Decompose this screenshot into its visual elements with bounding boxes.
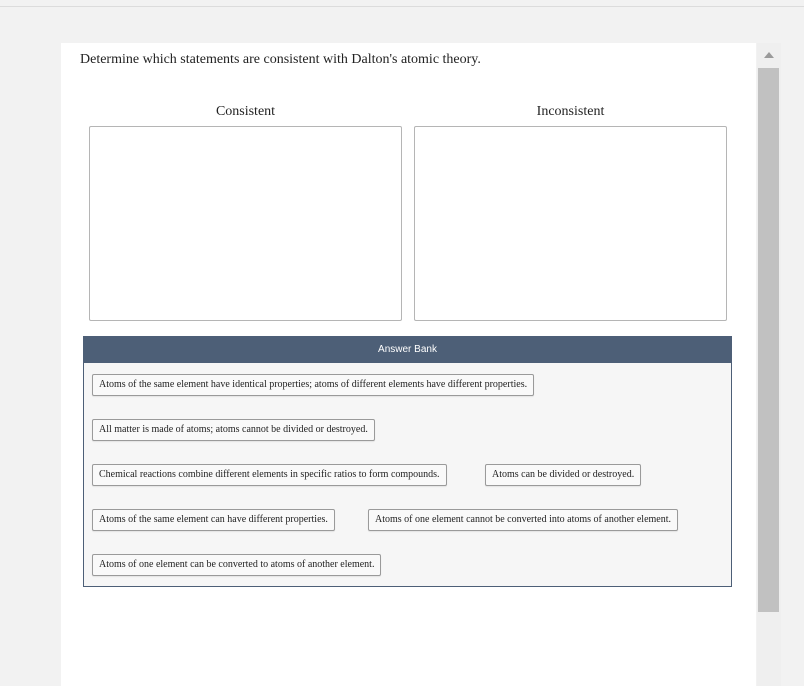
top-divider	[0, 6, 804, 7]
bin-label-inconsistent: Inconsistent	[536, 104, 605, 119]
scroll-up-button[interactable]	[757, 43, 781, 67]
answer-chip[interactable]: Atoms of the same element can have different properties.	[92, 509, 335, 531]
answer-chip[interactable]: Atoms can be divided or destroyed.	[485, 464, 641, 486]
answer-chip[interactable]: Atoms of one element can be converted to atoms of another element.	[92, 554, 381, 576]
question-prompt: Determine which statements are consistent with Dalton's atomic theory.	[80, 52, 481, 67]
answer-chip[interactable]: All matter is made of atoms; atoms cannot be divided or destroyed.	[92, 419, 375, 441]
question-panel	[61, 43, 756, 686]
scrollbar-thumb[interactable]	[758, 68, 779, 612]
triangle-up-icon	[763, 51, 775, 59]
drop-zone-inconsistent[interactable]	[414, 126, 727, 321]
answer-bank-title: Answer Bank	[84, 337, 731, 363]
bin-label-consistent: Consistent	[215, 104, 276, 119]
vertical-scrollbar[interactable]	[757, 43, 781, 686]
answer-chip[interactable]: Atoms of the same element have identical properties; atoms of different elements have different properties.	[92, 374, 534, 396]
answer-bank[interactable]	[83, 336, 732, 587]
drop-zone-consistent[interactable]	[89, 126, 402, 321]
answer-chip[interactable]: Atoms of one element cannot be converted into atoms of another element.	[368, 509, 678, 531]
answer-chip[interactable]: Chemical reactions combine different elements in specific ratios to form compounds.	[92, 464, 447, 486]
